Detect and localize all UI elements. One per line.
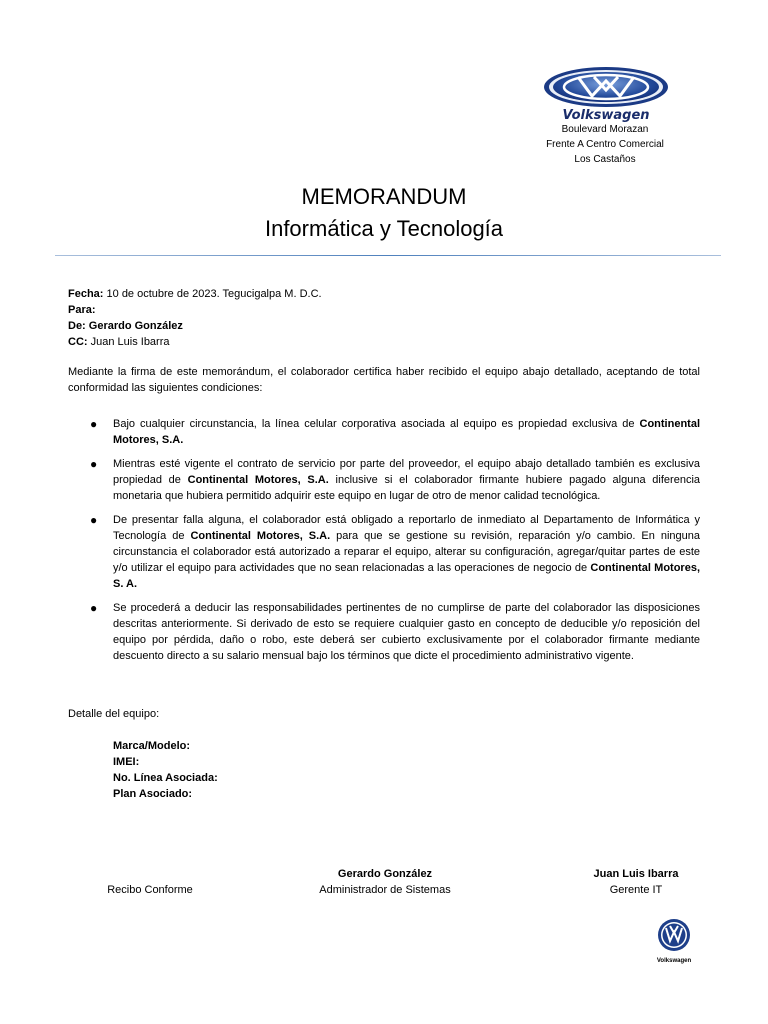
field-linea: No. Línea Asociada:: [113, 772, 218, 784]
company-name: Continental Motores, S. A.: [113, 562, 700, 590]
bullet-icon: ●: [90, 601, 98, 615]
bullet-icon: ●: [90, 417, 98, 431]
cc-label: CC:: [68, 336, 88, 348]
signature-name: Juan Luis Ibarra: [593, 868, 679, 880]
fecha-line: [68, 286, 322, 302]
company-address: [520, 122, 690, 167]
de-label: De: Gerardo González: [68, 320, 183, 332]
vw-roundel-icon: [657, 918, 691, 952]
signature-admin: [300, 866, 470, 898]
bullet-icon: ●: [90, 457, 98, 471]
para-label: Para:: [68, 304, 96, 316]
memo-header-fields: [68, 286, 322, 350]
de-line: [68, 318, 322, 334]
signature-gerente: [576, 866, 696, 898]
volkswagen-wordmark: Volkswagen: [562, 108, 650, 122]
condition-item: [90, 416, 700, 448]
signature-name: Gerardo González: [337, 868, 433, 880]
fecha-value: 10 de octubre de 2023. Tegucigalpa M. D.C.: [103, 288, 322, 300]
signature-role: Recibo Conforme: [107, 884, 193, 896]
condition-text: Mientras esté vigente el contrato de servicio por parte del proveedor, el equipo abajo detallado también es exclusiva propiedad de: [113, 458, 700, 486]
footer-wordmark: Volkswagen: [656, 958, 692, 964]
condition-text: Se procederá a deducir las responsabilidades pertinentes de no cumplirse de parte del colaborador las disposiciones descritas anteriormente. Si derivado de esto se requiere cualquier gasto en concepto de deducible y/o reposición del equipo por pérdida, daño o robo, este deberá ser cubierto exclusivamente por el colaborador firmante mediante descuento directo a su salario mensual bajo los términos que dicte el procedimiento administrativo vigente.: [113, 602, 700, 662]
address-line: Los Castaños: [574, 154, 636, 165]
address-line: Frente A Centro Comercial: [546, 139, 664, 150]
vw-emblem-icon: [522, 66, 690, 122]
para-line: [68, 302, 322, 318]
company-name: Continental Motores, S.A.: [190, 530, 331, 542]
intro-paragraph: Mediante la firma de este memorándum, el colaborador certifica haber recibido el equipo abajo detallado, aceptando de total conformidad las siguientes condiciones:: [68, 366, 700, 394]
condition-text: Bajo cualquier circunstancia, la línea celular corporativa asociada al equipo es propiedad exclusiva de: [113, 418, 640, 430]
field-imei: IMEI:: [113, 756, 140, 768]
signature-role: Administrador de Sistemas: [319, 884, 451, 896]
header-divider: [55, 255, 721, 256]
company-name: Continental Motores, S.A.: [113, 418, 700, 446]
footer-logo: [652, 918, 696, 964]
detalle-label: Detalle del equipo:: [68, 708, 160, 720]
cc-value: Juan Luis Ibarra: [87, 336, 170, 348]
equipment-fields: [113, 738, 218, 802]
fecha-label: Fecha:: [68, 288, 104, 300]
field-marca: Marca/Modelo:: [113, 740, 191, 752]
condition-item: [90, 600, 700, 664]
conditions-list: [90, 416, 700, 672]
condition-text: para que se gestione su revisión, reparación y/o cambio. En ninguna circunstancia el colaborador está autorizado a reparar el equipo, alterar su configuración, agregar/quitar partes de este y/o utilizar el equipo para actividades que no sean relacionadas a las operaciones de negocio de: [113, 530, 700, 574]
field-plan: Plan Asociado:: [113, 788, 193, 800]
condition-text: De presentar falla alguna, el colaborador está obligado a reportarlo de inmediato al Departamento de Informática y Tecnología de: [113, 514, 700, 542]
condition-item: [90, 456, 700, 504]
condition-item: [90, 512, 700, 592]
signature-recibo: [90, 882, 210, 898]
condition-text: inclusive si el colaborador firmante hubiere pagado alguna diferencia monetaria que hubiera permitido adquirir este equipo en lugar de otro de menor calidad tecnológica.: [113, 474, 701, 502]
bullet-icon: ●: [90, 513, 98, 527]
address-line: Boulevard Morazan: [561, 124, 649, 135]
volkswagen-logo: [522, 66, 690, 127]
memo-title: MEMORANDUM: [301, 184, 467, 209]
memo-subtitle: Informática y Tecnología: [264, 216, 504, 241]
company-name: Continental Motores, S.A.: [187, 474, 329, 486]
signature-role: Gerente IT: [609, 884, 663, 896]
cc-line: [68, 334, 322, 350]
